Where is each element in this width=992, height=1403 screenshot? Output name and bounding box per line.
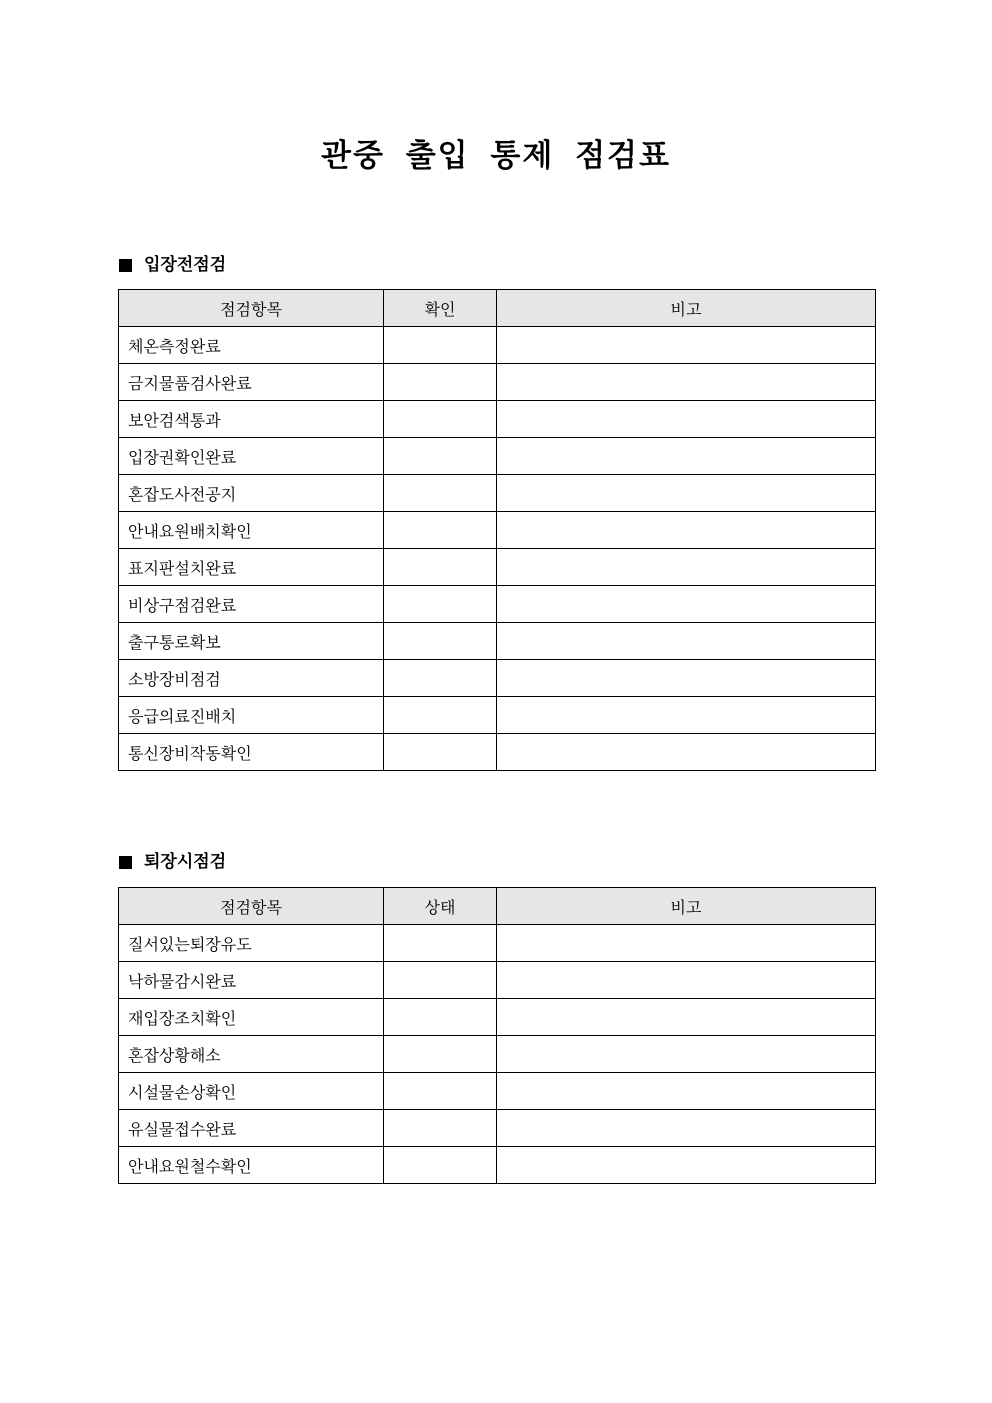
checklist-item: 낙하물감시완료 [119, 962, 384, 999]
column-header-item: 점검항목 [119, 888, 384, 925]
remarks-cell[interactable] [497, 1110, 876, 1147]
square-bullet-icon [119, 259, 132, 272]
remarks-cell[interactable] [497, 475, 876, 512]
page-title: 관중 출입 통제 점검표 [321, 138, 671, 174]
checklist-item: 안내요원철수확인 [119, 1147, 384, 1184]
table-row [119, 512, 876, 549]
table-row [119, 1110, 876, 1147]
table-row [119, 586, 876, 623]
table-row [119, 1036, 876, 1073]
check-cell[interactable] [384, 364, 497, 401]
table-row [119, 1073, 876, 1110]
checklist-item: 체온측정완료 [119, 327, 384, 364]
checklist-item: 재입장조치확인 [119, 999, 384, 1036]
status-cell[interactable] [384, 1147, 497, 1184]
checklist-item: 안내요원배치확인 [119, 512, 384, 549]
remarks-cell[interactable] [497, 734, 876, 771]
table-row [119, 549, 876, 586]
table-header-row [119, 290, 876, 327]
checklist-item: 출구통로확보 [119, 623, 384, 660]
remarks-cell[interactable] [497, 364, 876, 401]
column-header-remarks: 비고 [497, 290, 876, 327]
table-row [119, 999, 876, 1036]
table-row [119, 364, 876, 401]
checklist-item: 통신장비작동확인 [119, 734, 384, 771]
checklist-item: 혼잡상황해소 [119, 1036, 384, 1073]
table-row [119, 697, 876, 734]
status-cell[interactable] [384, 1110, 497, 1147]
remarks-cell[interactable] [497, 401, 876, 438]
check-cell[interactable] [384, 549, 497, 586]
check-cell[interactable] [384, 660, 497, 697]
status-cell[interactable] [384, 962, 497, 999]
section-heading-label: 입장전점검 [144, 255, 227, 275]
checklist-item: 소방장비점검 [119, 660, 384, 697]
section-heading-label: 퇴장시점검 [144, 852, 227, 872]
checklist-item: 응급의료진배치 [119, 697, 384, 734]
checklist-item: 보안검색통과 [119, 401, 384, 438]
table-row [119, 438, 876, 475]
remarks-cell[interactable] [497, 1147, 876, 1184]
column-header-remarks: 비고 [497, 888, 876, 925]
checklist-item: 입장권확인완료 [119, 438, 384, 475]
table-row [119, 660, 876, 697]
status-cell[interactable] [384, 925, 497, 962]
square-bullet-icon [119, 856, 132, 869]
table-row [119, 962, 876, 999]
remarks-cell[interactable] [497, 697, 876, 734]
remarks-cell[interactable] [497, 660, 876, 697]
status-cell[interactable] [384, 1073, 497, 1110]
remarks-cell[interactable] [497, 512, 876, 549]
check-cell[interactable] [384, 475, 497, 512]
table-row [119, 925, 876, 962]
status-cell[interactable] [384, 1036, 497, 1073]
remarks-cell[interactable] [497, 999, 876, 1036]
entry-checklist-table [118, 289, 876, 771]
checklist-item: 시설물손상확인 [119, 1073, 384, 1110]
column-header-item: 점검항목 [119, 290, 384, 327]
checklist-item: 표지판설치완료 [119, 549, 384, 586]
table-row [119, 401, 876, 438]
checklist-item: 질서있는퇴장유도 [119, 925, 384, 962]
remarks-cell[interactable] [497, 586, 876, 623]
check-cell[interactable] [384, 586, 497, 623]
checklist-item: 혼잡도사전공지 [119, 475, 384, 512]
check-cell[interactable] [384, 438, 497, 475]
checklist-item: 금지물품검사완료 [119, 364, 384, 401]
column-header-status: 상태 [384, 888, 497, 925]
check-cell[interactable] [384, 327, 497, 364]
column-header-check: 확인 [384, 290, 497, 327]
table-row [119, 623, 876, 660]
table-row [119, 475, 876, 512]
table-row [119, 734, 876, 771]
table-header-row [119, 888, 876, 925]
section-heading-exit [119, 850, 226, 874]
table-row [119, 1147, 876, 1184]
check-cell[interactable] [384, 512, 497, 549]
checklist-item: 유실물접수완료 [119, 1110, 384, 1147]
check-cell[interactable] [384, 623, 497, 660]
checklist-item: 비상구점검완료 [119, 586, 384, 623]
remarks-cell[interactable] [497, 623, 876, 660]
check-cell[interactable] [384, 734, 497, 771]
remarks-cell[interactable] [497, 549, 876, 586]
remarks-cell[interactable] [497, 1073, 876, 1110]
check-cell[interactable] [384, 401, 497, 438]
remarks-cell[interactable] [497, 1036, 876, 1073]
status-cell[interactable] [384, 999, 497, 1036]
exit-checklist-table [118, 887, 876, 1184]
check-cell[interactable] [384, 697, 497, 734]
table-row [119, 327, 876, 364]
remarks-cell[interactable] [497, 925, 876, 962]
section-heading-entry [119, 253, 226, 277]
remarks-cell[interactable] [497, 962, 876, 999]
remarks-cell[interactable] [497, 438, 876, 475]
remarks-cell[interactable] [497, 327, 876, 364]
